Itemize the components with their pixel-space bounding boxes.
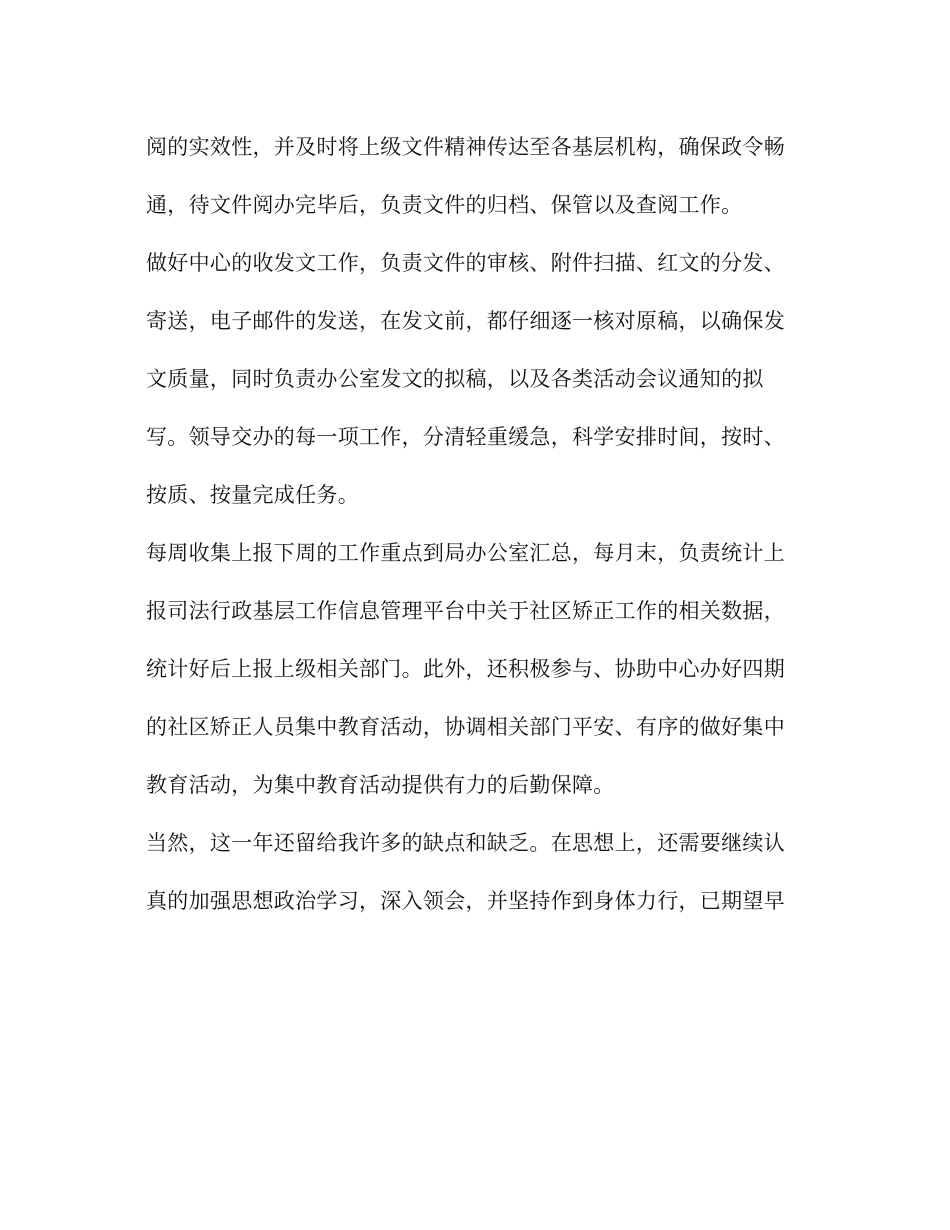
text-line: 当然，这一年还留给我许多的缺点和缺乏。在思想上，还需要继续认: [146, 831, 785, 855]
text-line: 文质量，同时负责办公室发文的拟稿，以及各类活动会议通知的拟: [146, 367, 764, 391]
text-line: 写。领导交办的每一项工作，分清轻重缓急，科学安排时间，按时、: [146, 425, 785, 449]
text-line: 做好中心的收发文工作，负责文件的审核、附件扫描、红文的分发、: [146, 251, 785, 275]
text-line: 报司法行政基层工作信息管理平台中关于社区矫正工作的相关数据，: [146, 599, 785, 623]
text-line: 统计好后上报上级相关部门。此外，还积极参与、协助中心办好四期: [146, 657, 785, 681]
text-line: 教育活动，为集中教育活动提供有力的后勤保障。: [146, 773, 615, 797]
text-line: 真的加强思想政治学习，深入领会，并坚持作到身体力行，已期望早: [146, 889, 785, 913]
text-line: 每周收集上报下周的工作重点到局办公室汇总，每月末，负责统计上: [146, 541, 785, 565]
text-line: 阅的实效性，并及时将上级文件精神传达至各基层机构，确保政令畅: [146, 135, 785, 159]
text-line: 的社区矫正人员集中教育活动，协调相关部门平安、有序的做好集中: [146, 715, 785, 739]
text-line: 按质、按量完成任务。: [146, 483, 359, 507]
text-line: 寄送，电子邮件的发送，在发文前，都仔细逐一核对原稿，以确保发: [146, 309, 785, 333]
text-line: 通，待文件阅办完毕后，负责文件的归档、保管以及查阅工作。: [146, 193, 743, 217]
document-body: [146, 118, 806, 930]
